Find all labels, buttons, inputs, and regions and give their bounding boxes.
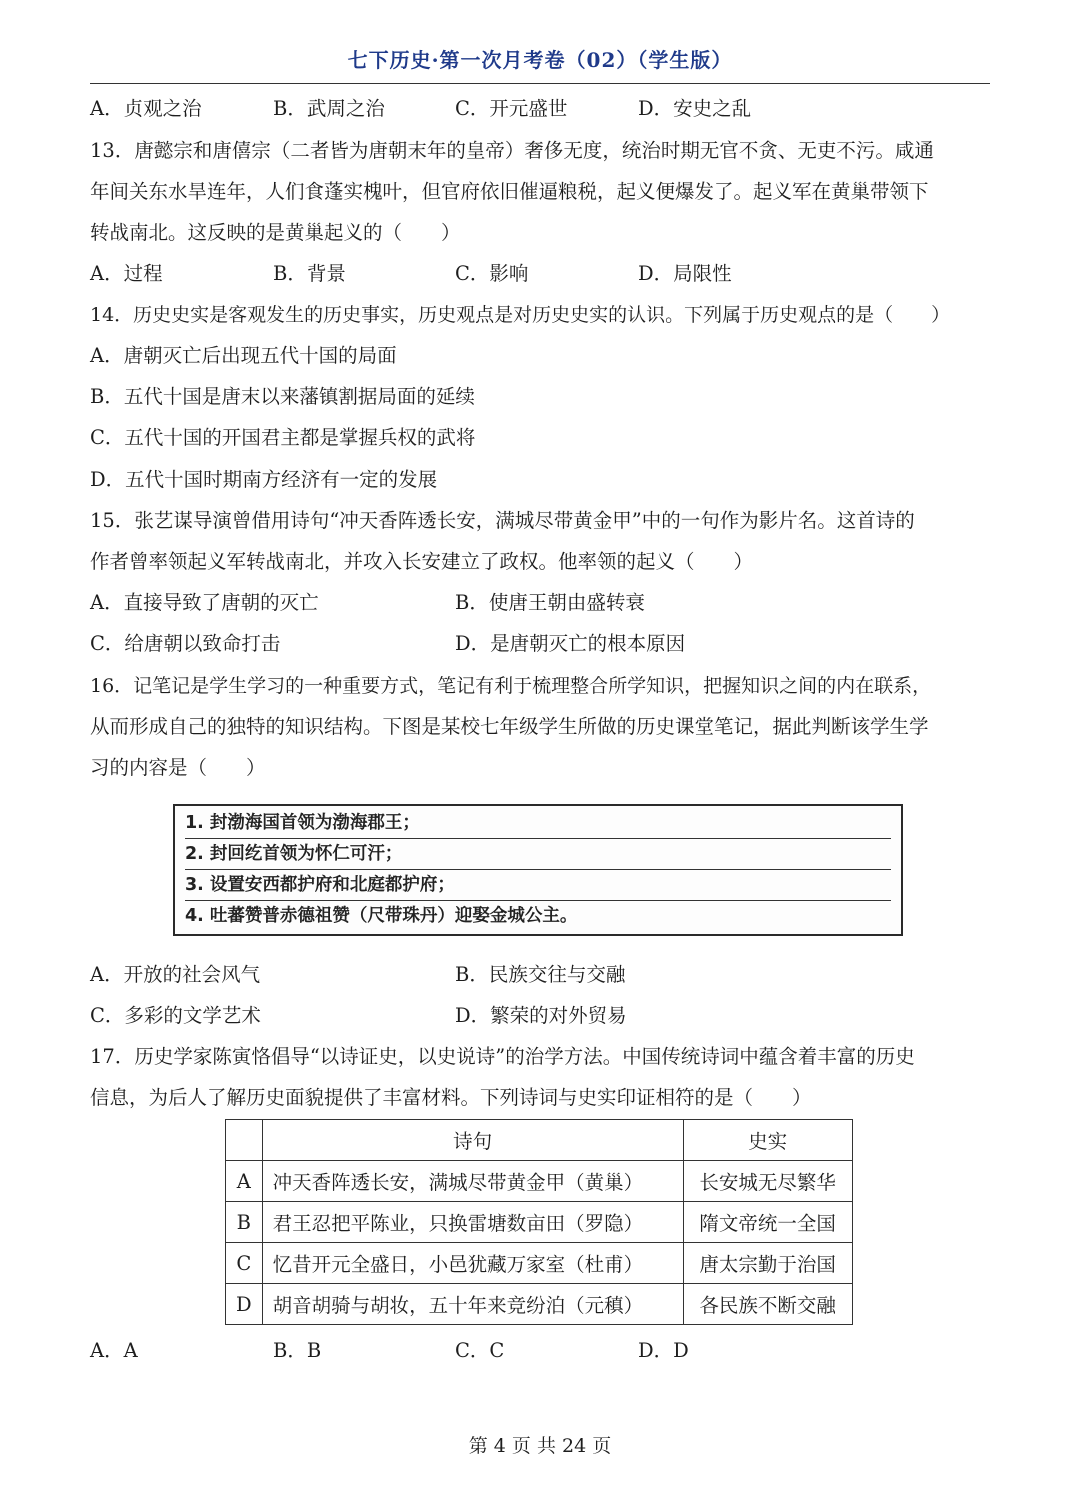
- header-divider: [90, 83, 990, 84]
- q12-option-d: D．安史之乱: [638, 97, 752, 120]
- q17-option-d: D．D: [638, 1339, 689, 1362]
- row-fact: 隋文帝统一全国: [683, 1202, 852, 1243]
- table-row: [226, 1284, 853, 1325]
- q16-option-b: B．民族交往与交融: [455, 963, 626, 986]
- q17-option-a: A．A: [90, 1339, 138, 1362]
- note-line-3: 3. 设置安西都护府和北庭都护府；: [185, 870, 891, 901]
- q12-option-a: A．贞观之治: [90, 97, 202, 120]
- q13-stem-line-2: 年间关东水旱连年，人们食蓬实槐叶，但官府依旧催逼粮税，起义便爆发了。起义军在黄巢带领下: [90, 180, 929, 203]
- q14-stem: 14．历史史实是客观发生的历史事实，历史观点是对历史史实的认识。下列属于历史观点的是（ ）: [90, 304, 951, 326]
- q13-option-d: D．局限性: [638, 262, 732, 285]
- q16-option-d: D．繁荣的对外贸易: [455, 1004, 627, 1027]
- q16-stem-line-3: 习的内容是（ ）: [90, 756, 266, 779]
- q13-stem-line-1: 13．唐懿宗和唐僖宗（二者皆为唐朝末年的皇帝）奢侈无度，统治时期无官不贪、无吏不污。咸通: [90, 139, 934, 162]
- q14-option-a: A．唐朝灭亡后出现五代十国的局面: [90, 344, 397, 367]
- row-label: B: [226, 1202, 263, 1243]
- q13-option-a: A．过程: [90, 262, 163, 285]
- table-header-poem: 诗句: [262, 1120, 683, 1161]
- q12-option-c: C．开元盛世: [455, 97, 568, 120]
- q17-option-b: B．B: [273, 1339, 322, 1362]
- q16-option-a: A．开放的社会风气: [90, 963, 261, 986]
- class-notes-image: [173, 804, 903, 936]
- q14-option-b: B．五代十国是唐末以来藩镇割据局面的延续: [90, 385, 475, 408]
- table-header-label: [226, 1120, 263, 1161]
- row-poem: 冲天香阵透长安，满城尽带黄金甲（黄巢）: [262, 1161, 683, 1202]
- row-label: D: [226, 1284, 263, 1325]
- q15-stem-line-1: 15．张艺谋导演曾借用诗句“冲天香阵透长安，满城尽带黄金甲”中的一句作为影片名。这首诗的: [90, 509, 915, 532]
- row-poem: 忆昔开元全盛日，小邑犹藏万家室（杜甫）: [262, 1243, 683, 1284]
- poem-fact-table: [225, 1119, 853, 1325]
- row-poem: 君王忍把平陈业，只换雷塘数亩田（罗隐）: [262, 1202, 683, 1243]
- row-fact: 长安城无尽繁华: [683, 1161, 852, 1202]
- q13-stem-line-3: 转战南北。这反映的是黄巢起义的（ ）: [90, 221, 461, 244]
- note-line-4: 4. 吐蕃赞普赤德祖赞（尺带珠丹）迎娶金城公主。: [185, 906, 578, 926]
- q15-option-b: B．使唐王朝由盛转衰: [455, 591, 645, 614]
- table-header-row: [226, 1120, 853, 1161]
- q17-stem-line-2: 信息，为后人了解历史面貌提供了丰富材料。下列诗词与史实印证相符的是（ ）: [90, 1086, 812, 1109]
- row-poem: 胡音胡骑与胡妆，五十年来竞纷泊（元稹）: [262, 1284, 683, 1325]
- q16-stem-line-2: 从而形成自己的独特的知识结构。下图是某校七年级学生所做的历史课堂笔记，据此判断该学生学: [90, 715, 929, 738]
- page-number: 第 4 页 共 24 页: [468, 1435, 612, 1457]
- q15-option-d: D．是唐朝灭亡的根本原因: [455, 632, 686, 655]
- q14-option-d: D．五代十国时期南方经济有一定的发展: [90, 468, 438, 491]
- q16-option-c: C．多彩的文学艺术: [90, 1004, 261, 1027]
- row-fact: 各民族不断交融: [683, 1284, 852, 1325]
- q14-option-c: C．五代十国的开国君主都是掌握兵权的武将: [90, 426, 476, 449]
- q16-stem-line-1: 16．记笔记是学生学习的一种重要方式，笔记有利于梳理整合所学知识，把握知识之间的内在联系，: [90, 675, 932, 697]
- note-line-2: 2. 封回纥首领为怀仁可汗；: [185, 839, 891, 870]
- q17-stem-line-1: 17．历史学家陈寅恪倡导“以诗证史，以史说诗”的治学方法。中国传统诗词中蕴含着丰富的历史: [90, 1045, 915, 1068]
- q15-option-a: A．直接导致了唐朝的灭亡: [90, 591, 319, 614]
- q15-option-c: C．给唐朝以致命打击: [90, 632, 281, 655]
- q17-option-c: C．C: [455, 1339, 505, 1362]
- row-label: C: [226, 1243, 263, 1284]
- table-row: [226, 1161, 853, 1202]
- q13-option-b: B．背景: [273, 262, 346, 285]
- table-row: [226, 1202, 853, 1243]
- row-fact: 唐太宗勤于治国: [683, 1243, 852, 1284]
- table-header-fact: 史实: [683, 1120, 852, 1161]
- note-line-1: 1. 封渤海国首领为渤海郡王；: [185, 808, 891, 839]
- page-header-title: 七下历史·第一次月考卷（02）（学生版）: [347, 48, 733, 72]
- q12-option-b: B．武周之治: [273, 97, 385, 120]
- row-label: A: [226, 1161, 263, 1202]
- q13-option-c: C．影响: [455, 262, 529, 285]
- table-row: [226, 1243, 853, 1284]
- q15-stem-line-2: 作者曾率领起义军转战南北，并攻入长安建立了政权。他率领的起义（ ）: [90, 550, 754, 573]
